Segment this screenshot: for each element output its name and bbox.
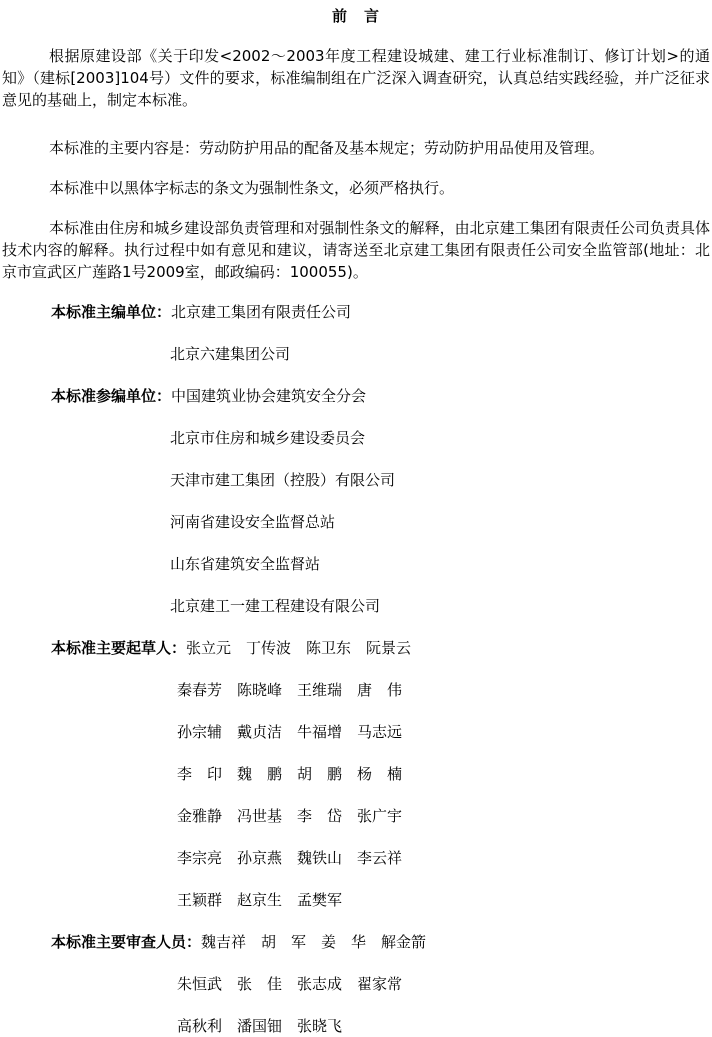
chief-editor-unit-label: 本标准主编单位： [51, 303, 172, 321]
drafters-names: 张立元 丁传波 陈卫东 阮景云 [186, 639, 412, 657]
drafters-names: 李 印 魏 鹏 胡 鹏 杨 楠 [177, 765, 403, 783]
drafters-names: 金雅静 冯世基 李 岱 张广宇 [177, 807, 403, 825]
drafters-row [2, 637, 710, 659]
reviewers-names: 魏吉祥 胡 军 姜 华 解金箭 [201, 933, 427, 951]
chief-editor-unit-row [2, 301, 710, 323]
drafters-names: 王颖群 赵京生 孟樊军 [177, 891, 343, 909]
participating-unit-item: 北京市住房和城乡建设委员会 [170, 429, 366, 447]
drafters-row [2, 721, 710, 743]
participating-units-row [2, 511, 710, 533]
participating-unit-item: 山东省建筑安全监督站 [170, 555, 321, 573]
drafters-row [2, 763, 710, 785]
reviewers-row [2, 973, 710, 995]
participating-unit-item: 中国建筑业协会建筑安全分会 [171, 387, 367, 405]
paragraph-administration: 本标准由住房和城乡建设部负责管理和对强制性条文的解释，由北京建工集团有限责任公司负责具体技术内容的解释。执行过程中如有意见和建议，请寄送至北京建工集团有限责任公司安全监管部(地址：北京市宣武区广莲路1号2009室，邮政编码：100055)。 [2, 219, 710, 281]
paragraph-mandatory-clauses: 本标准中以黑体字标志的条文为强制性条文，必须严格执行。 [49, 179, 455, 197]
drafters-names: 孙宗辅 戴贞洁 牛福增 马志远 [177, 723, 403, 741]
reviewers-row [2, 931, 710, 953]
drafters-row [2, 889, 710, 911]
drafters-names: 秦春芳 陈晓峰 王维瑞 唐 伟 [177, 681, 403, 699]
chief-editor-unit-item: 北京六建集团公司 [170, 345, 291, 363]
reviewers-names: 朱恒武 张 佳 张志成 翟家常 [177, 975, 403, 993]
participating-units-row [2, 469, 710, 491]
participating-units-row [2, 595, 710, 617]
participating-units-row [2, 553, 710, 575]
drafters-row [2, 679, 710, 701]
reviewers-label: 本标准主要审查人员： [51, 933, 202, 951]
participating-unit-item: 北京建工一建工程建设有限公司 [170, 597, 381, 615]
chief-editor-unit-item: 北京建工集团有限责任公司 [171, 303, 352, 321]
participating-units-row [2, 427, 710, 449]
reviewers-row [2, 1015, 710, 1037]
participating-units-label: 本标准参编单位： [51, 387, 172, 405]
page-title: 前 言 [331, 7, 380, 25]
paragraph-intro: 根据原建设部《关于印发<2002～2003年度工程建设城建、建工行业标准制订、修订计划>的通知》（建标[2003]104号）文件的要求，标准编制组在广泛深入调查研究，认真总结实践经验，并广泛征求意见的基础上，制定本标准。 [2, 47, 710, 109]
drafters-row [2, 805, 710, 827]
paragraph-content-summary: 本标准的主要内容是：劳动防护用品的配备及基本规定；劳动防护用品使用及管理。 [49, 139, 605, 157]
participating-unit-item: 天津市建工集团（控股）有限公司 [170, 471, 396, 489]
drafters-row [2, 847, 710, 869]
participating-units-row [2, 385, 710, 407]
chief-editor-unit-row [2, 343, 710, 365]
participating-unit-item: 河南省建设安全监督总站 [170, 513, 336, 531]
drafters-label: 本标准主要起草人： [51, 639, 187, 657]
reviewers-names: 高秋利 潘国钿 张晓飞 [177, 1017, 343, 1035]
drafters-names: 李宗亮 孙京燕 魏铁山 李云祥 [177, 849, 403, 867]
